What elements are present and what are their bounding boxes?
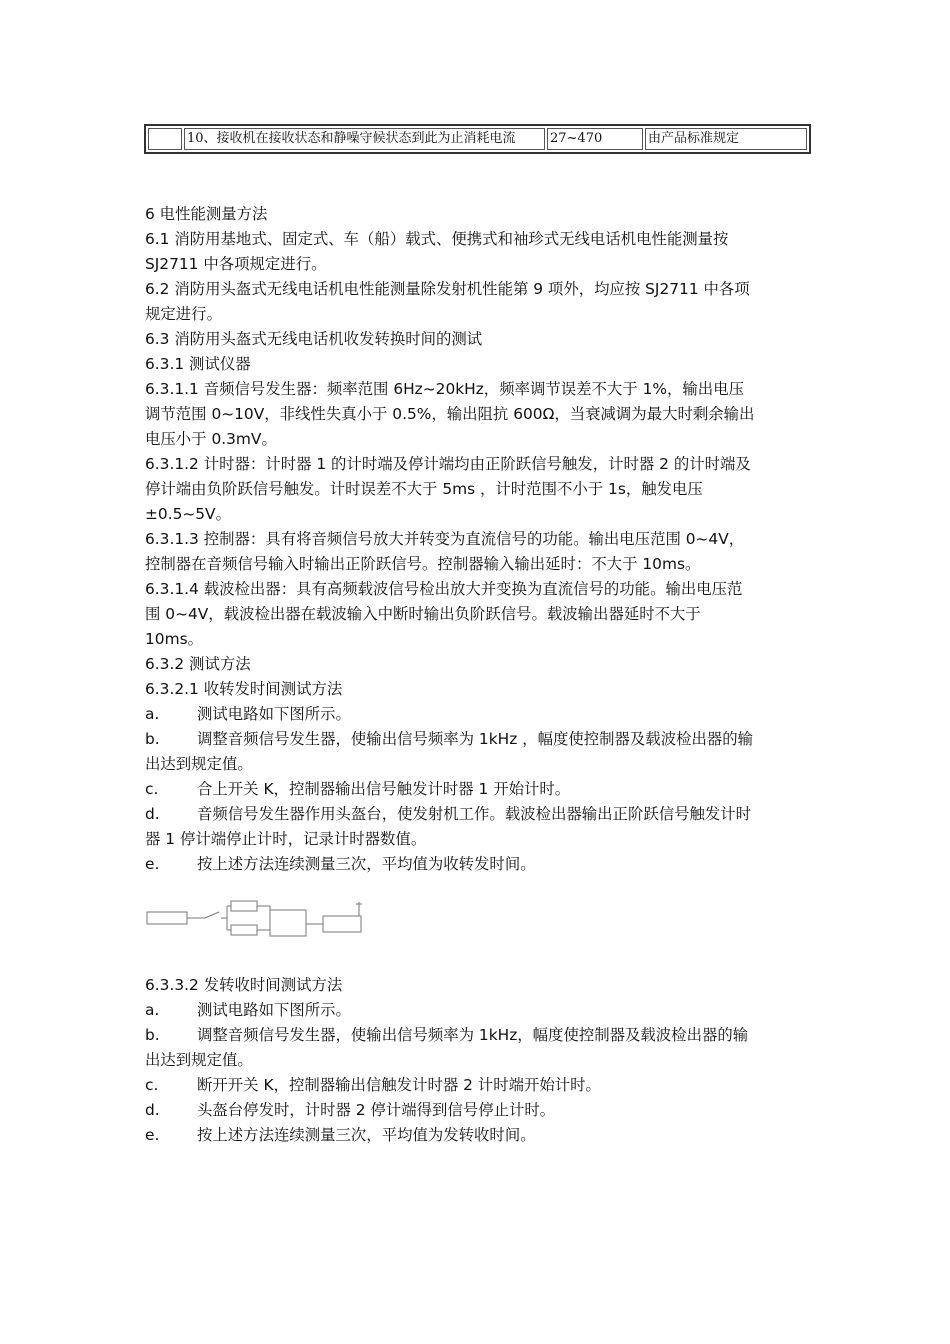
paragraph-6-2 <box>145 277 815 327</box>
heading-6-3-2-1: 6.3.2.1 收转发时间测试方法 <box>145 680 343 698</box>
paragraph-6-3-1-4 <box>145 577 815 652</box>
text-line-continuation: 出达到规定值。 <box>145 755 253 773</box>
text-line: 测试电路如下图所示。 <box>197 705 351 723</box>
text-line-continuation: 出达到规定值。 <box>145 1051 253 1069</box>
list-item <box>145 1023 815 1048</box>
text-line: 6.3.1.4 载波检出器：具有高频载波信号检出放大并变换为直流信号的功能。输出电压范 <box>145 580 743 598</box>
list-marker: b. <box>145 730 160 748</box>
list-receive-to-transmit <box>145 702 815 877</box>
text-line: 头盔台停发时，计时器 2 停计端得到信号停止计时。 <box>197 1101 556 1119</box>
text-line-continuation: 器 1 停计端停止计时，记录计时器数值。 <box>145 830 427 848</box>
text-line: 调整音频信号发生器，使输出信号频率为 1kHz，幅度使控制器及载波检出器的输 <box>197 1026 749 1044</box>
list-item <box>145 1098 815 1123</box>
carrier-detector-block <box>231 925 257 935</box>
switch-k-icon <box>205 912 219 918</box>
list-marker: d. <box>145 805 160 823</box>
text-line: 控制器在音频信号输入时输出正阶跃信号。控制器输入输出延时：不大于 10ms。 <box>145 555 701 573</box>
table-cell-index <box>148 128 182 150</box>
text-line: SJ2711 中各项规定进行。 <box>145 255 327 273</box>
list-marker: e. <box>145 855 160 873</box>
list-item <box>145 1123 815 1148</box>
text-line: 停计端由负阶跃信号触发。计时误差不大于 5ms ，计时范围不小于 1s，触发电压 <box>145 480 703 498</box>
helmet-radio-block <box>323 916 361 932</box>
heading-6-3-3-2: 6.3.3.2 发转收时间测试方法 <box>145 976 343 994</box>
text-line: 6.2 消防用头盔式无线电话机电性能测量除发射机性能第 9 项外，均应按 SJ2711 中各项 <box>145 280 750 298</box>
text-line: 合上开关 K，控制器输出信号触发计时器 1 开始计时。 <box>197 780 571 798</box>
audio-generator-block <box>147 912 187 924</box>
text-line: 6.3.1.3 控制器：具有将音频信号放大并转变为直流信号的功能。输出电压范围 0~4V， <box>145 530 745 548</box>
list-item <box>145 727 815 752</box>
text-line: 围 0~4V，载波检出器在载波输入中断时输出负阶跃信号。载波输出器延时不大于 <box>145 605 701 623</box>
list-item <box>145 998 815 1023</box>
spec-table-fragment <box>144 124 811 154</box>
list-marker: b. <box>145 1026 160 1044</box>
text-line: 测试电路如下图所示。 <box>197 1001 351 1019</box>
paragraph-6-3-1-3 <box>145 527 815 577</box>
paragraph-6-3-1-2 <box>145 452 815 527</box>
paragraph-6-3-1-1 <box>145 377 815 452</box>
text-line: 规定进行。 <box>145 305 222 323</box>
list-marker: a. <box>145 1001 160 1019</box>
spec-table <box>144 124 811 154</box>
list-marker: a. <box>145 705 160 723</box>
list-marker: d. <box>145 1101 160 1119</box>
heading-6-3-2: 6.3.2 测试方法 <box>145 655 251 673</box>
list-item <box>145 802 815 827</box>
table-cell-item: 10、接收机在接收状态和静噪守候状态到此为止消耗电流 <box>184 128 545 150</box>
list-item <box>145 702 815 727</box>
text-line: 调节范围 0~10V，非线性失真小于 0.5%，输出阻抗 600Ω，当衰减调为最大时剩余输出 <box>145 405 755 423</box>
table-row <box>148 128 807 150</box>
table-cell-range: 27~470 <box>547 128 643 150</box>
controller-block <box>231 901 257 911</box>
text-line: 按上述方法连续测量三次，平均值为发转收时间。 <box>197 1126 536 1144</box>
list-item <box>145 777 815 802</box>
text-line: 6.1 消防用基地式、固定式、车（船）载式、便携式和袖珍式无线电话机电性能测量按 <box>145 230 729 248</box>
text-line: 6.3.1.1 音频信号发生器：频率范围 6Hz~20kHz，频率调节误差不大于 1%，输出电压 <box>145 380 744 398</box>
list-marker: e. <box>145 1126 160 1144</box>
text-line: 调整音频信号发生器，使输出信号频率为 1kHz ，幅度使控制器及载波检出器的输 <box>197 730 754 748</box>
text-line: 6.3.1.2 计时器：计时器 1 的计时端及停计端均由正阶跃信号触发，计时器 2 的计时端及 <box>145 455 751 473</box>
table-cell-requirement: 由产品标准规定 <box>645 128 807 150</box>
list-marker: c. <box>145 780 159 798</box>
timer-block <box>270 910 306 936</box>
text-line: ±0.5~5V。 <box>145 505 231 523</box>
section-heading-6: 6 电性能测量方法 <box>145 205 268 223</box>
list-item <box>145 852 815 877</box>
text-line: 按上述方法连续测量三次，平均值为收转发时间。 <box>197 855 536 873</box>
text-line: 电压小于 0.3mV。 <box>145 430 277 448</box>
text-line: 断开开关 K，控制器输出信触发计时器 2 计时端开始计时。 <box>197 1076 601 1094</box>
list-marker: c. <box>145 1076 159 1094</box>
heading-6-3: 6.3 消防用头盔式无线电话机收发转换时间的测试 <box>145 330 483 348</box>
test-circuit-diagram <box>145 896 367 948</box>
text-line: 10ms。 <box>145 630 203 648</box>
heading-6-3-1: 6.3.1 测试仪器 <box>145 355 251 373</box>
list-item <box>145 1073 815 1098</box>
paragraph-6-1 <box>145 227 815 277</box>
list-transmit-to-receive <box>145 998 815 1148</box>
document-body <box>145 202 815 1148</box>
circuit-diagram-svg <box>145 896 367 948</box>
text-line: 音频信号发生器作用头盔台，使发射机工作。载波检出器输出正阶跃信号触发计时 <box>197 805 752 823</box>
